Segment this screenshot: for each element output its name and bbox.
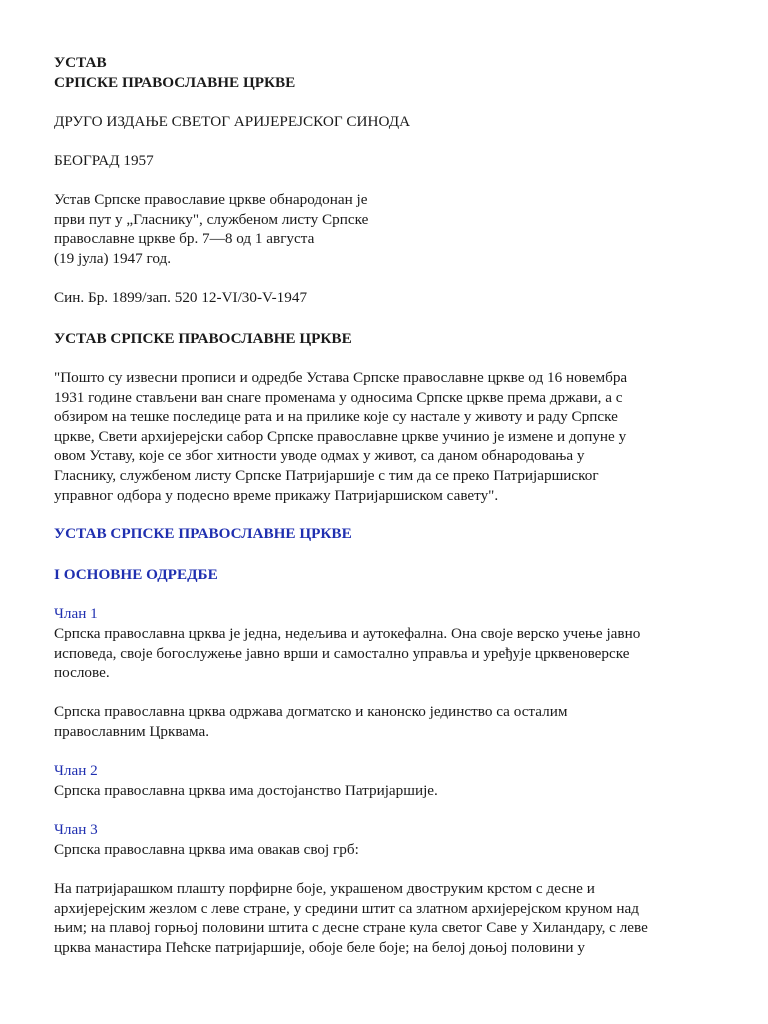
article-line: Српска православна црква је једна, недељива и аутокефална. Она своје верско учење јавно bbox=[54, 625, 641, 642]
article-line: Српска православна црква има достојанство Патријаршије. bbox=[54, 782, 438, 799]
article-line: послове. bbox=[54, 664, 110, 682]
section-title: I ОСНОВНЕ ОДРЕДБЕ bbox=[54, 566, 218, 583]
article-paragraph bbox=[54, 702, 719, 741]
article-paragraph bbox=[54, 624, 719, 683]
article-line: На патријарашком плашту порфирне боје, украшеном двоструким крстом с десне и bbox=[54, 880, 595, 897]
note-line: (19 јула) 1947 год. bbox=[54, 249, 172, 267]
article-label: Члан 2 bbox=[54, 762, 98, 779]
article-line: архијерејским жезлом с леве стране, у средини штит са златном архијерејском круном над bbox=[54, 899, 639, 917]
article-label: Члан 3 bbox=[54, 821, 98, 838]
title-line: СРПСКЕ ПРАВОСЛАВНЕ ЦРКВЕ bbox=[54, 73, 296, 91]
article-line: Српска православна црква има овакав свој грб: bbox=[54, 841, 359, 858]
edition-line: ДРУГО ИЗДАЊЕ СВЕТОГ АРИЈЕРЕЈСКОГ СИНОДА bbox=[54, 113, 411, 130]
preamble-line: управног одбора у подесно време прикажу Патријаршиском савету". bbox=[54, 486, 499, 504]
note-line: први пут у „Гласнику", службеном листу Српске bbox=[54, 210, 369, 228]
note-line: православне цркве бр. 7—8 од 1 августа bbox=[54, 230, 315, 248]
main-heading: УСТАВ СРПСКЕ ПРАВОСЛАВНЕ ЦРКВЕ bbox=[54, 330, 352, 347]
article-line: црква манастира Пећске патријаршије, обоје беле боје; на белој доњој половини у bbox=[54, 938, 585, 956]
article-paragraph bbox=[54, 879, 719, 957]
article-paragraph bbox=[54, 840, 719, 860]
article-paragraph bbox=[54, 781, 719, 801]
preamble-line: овом Уставу, које се због хитности уводе одмах у живот, са даном обнародовања у bbox=[54, 447, 585, 465]
preamble-line: цркве, Свети архијерејски сабор Српске православне цркве учинио је измене и допуне у bbox=[54, 427, 627, 445]
article-line: православним Црквама. bbox=[54, 722, 210, 740]
reference-number: Син. Бр. 1899/зап. 520 12-VI/30-V-1947 bbox=[54, 289, 308, 306]
note-line: Устав Српске православие цркве обнародонан је bbox=[54, 191, 368, 208]
preamble-line: Гласнику, службеном листу Српске Патријаршије с тим да се преко Патријаршиског bbox=[54, 466, 599, 484]
preamble-line: обзиром на тешке последице рата и на прилике које су настале у животу и раду Српске bbox=[54, 408, 618, 426]
article-line: Српска православна црква одржава догматско и канонско јединство са осталим bbox=[54, 703, 568, 720]
document-title bbox=[54, 53, 719, 92]
preamble-line: "Пошто су извесни прописи и одредбе Устава Српске православне цркве од 16 новембра bbox=[54, 369, 628, 386]
article-label: Члан 1 bbox=[54, 605, 98, 622]
blue-heading: УСТАВ СРПСКЕ ПРАВОСЛАВНЕ ЦРКВЕ bbox=[54, 525, 352, 542]
preamble-paragraph bbox=[54, 368, 719, 505]
publication-note bbox=[54, 190, 719, 268]
preamble-line: 1931 године стављени ван снаге променама у односима Српске цркве према држави, а с bbox=[54, 388, 623, 406]
title-line: УСТАВ bbox=[54, 54, 107, 71]
article-line: исповеда, своје богослужење јавно врши и самостално управља и уређује црквеноверске bbox=[54, 644, 630, 662]
article-line: њим; на плавој горњој половини штита с десне стране кула светог Саве у Хиландару, с леве bbox=[54, 919, 648, 937]
place-year-line: БЕОГРАД 1957 bbox=[54, 152, 154, 169]
